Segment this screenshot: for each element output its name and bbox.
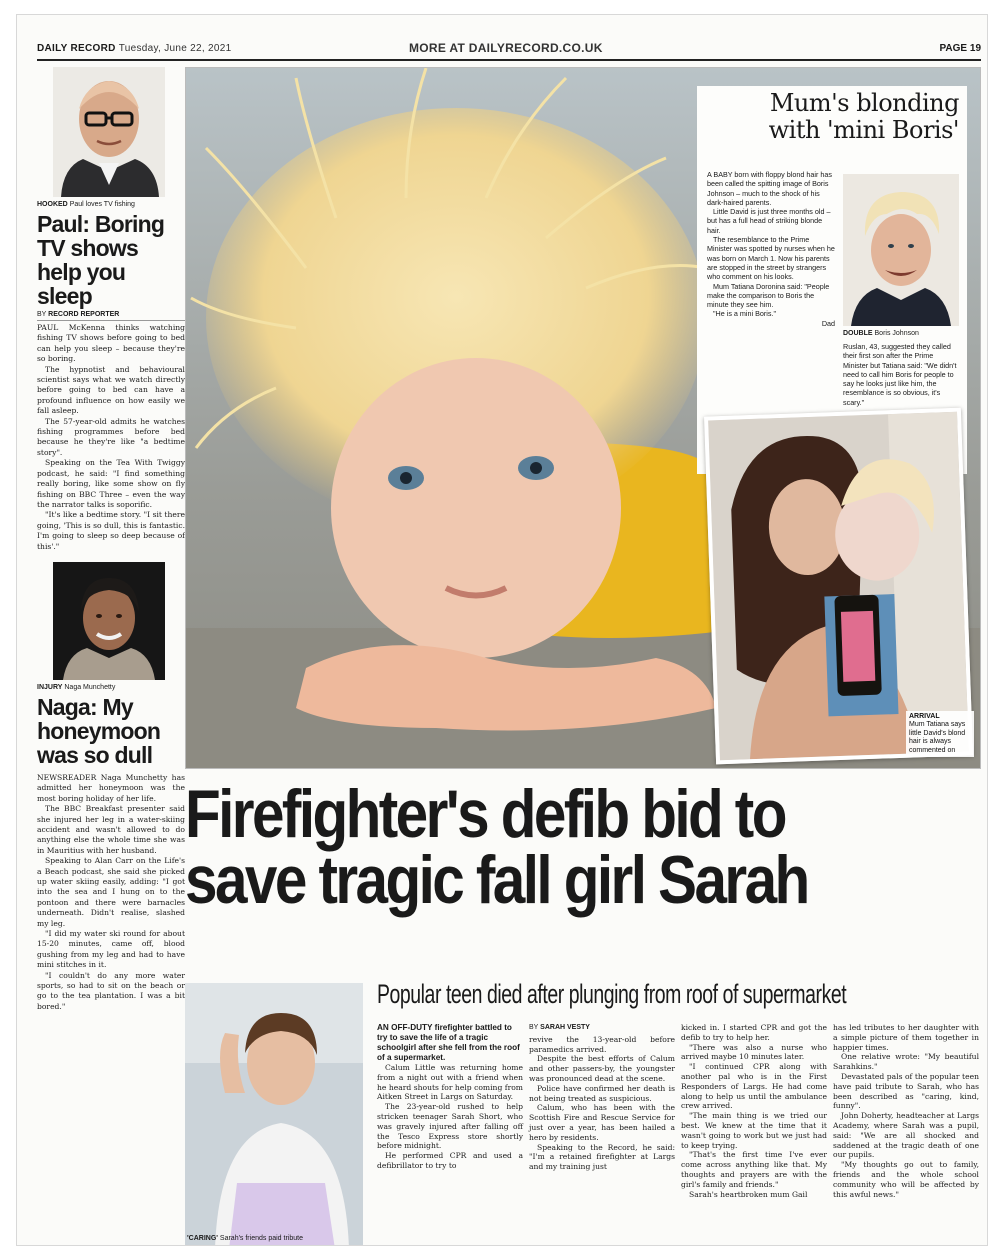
paul-mckenna-photo <box>53 67 165 197</box>
inset-body-left <box>707 170 835 328</box>
paragraph: Ruslan, 43, suggested they called their first son after the Prime Minister but Tatiana said: "We didn't need to call him Boris for people to say he looks just like him, the resemblance is so obvious, it's scary." <box>843 342 957 407</box>
paragraph: Speaking on the Tea With Twiggy podcast, he said: "I find something really boring, like some show on fly fishing on BBC Three – even the way the narrator talks is soporific. <box>37 458 185 509</box>
paragraph: "I did my water ski round for about 15-20 minutes, came off, blood gushing from my leg and had to have mini stitches in it. <box>37 929 185 970</box>
naga-headline: Naga: My honeymoon was so dull <box>37 693 161 768</box>
paragraph: "I continued CPR along with another pal who is in the First Responders of Largs. He had come along to help us until the ambulance crew arrived. <box>681 1062 827 1111</box>
paper-title: DAILY RECORD <box>37 43 116 54</box>
paragraph: Speaking to the Record, he said: "I'm a retained firefighter at Largs and my training just <box>529 1142 675 1172</box>
sarah-photo <box>185 983 363 1246</box>
main-subheadline: Popular teen died after plunging from roof of supermarket <box>377 979 847 1009</box>
naga-body <box>37 773 185 1012</box>
byline-name: RECORD REPORTER <box>48 311 120 318</box>
issue-date: Tuesday, June 22, 2021 <box>118 43 232 54</box>
inset-headline-line: Mum's blonding <box>769 89 959 117</box>
paragraph: revive the 13-year-old before paramedics arrived. <box>529 1034 675 1054</box>
website-promo: MORE AT DAILYRECORD.CO.UK <box>409 41 603 55</box>
inset-body-right <box>843 342 959 407</box>
main-headline <box>185 776 870 918</box>
caption-tag: HOOKED <box>37 201 68 208</box>
left-column <box>37 67 185 1012</box>
article-lead: AN OFF-DUTY firefighter battled to try to save the life of a tragic schoolgirl after she fell from the roof of a supermarket. <box>377 1023 520 1062</box>
paragraph: Calum Little was returning home from a night out with a friend when he heard shouts for help coming from Aitken Street in Largs on Saturday. <box>377 1063 523 1102</box>
paragraph: Speaking to Alan Carr on the Life's a Beach podcast, she said she picked up water skiing easily, adding: "I got into the sea and I hung on to the pontoon and there were barnacles underneath. Didn't realise, slashed my leg. <box>37 856 185 928</box>
masthead-rule <box>37 59 981 61</box>
paragraph: A BABY born with floppy blond hair has been called the spitting image of Boris Johnson – much to the shock of his dark-haired parents. <box>707 170 832 207</box>
article-column-3 <box>681 1023 827 1199</box>
naga-caption <box>37 684 185 691</box>
paragraph: Despite the best efforts of Calum and other passers-by, the youngster was pronounced dead at the scene. <box>529 1054 675 1083</box>
newspaper-page <box>16 14 988 1246</box>
page-number: PAGE 19 <box>939 43 981 54</box>
paragraph: The 57-year-old admits he watches fishing programmes before bed because he they're like "a bedtime story". <box>37 416 185 457</box>
paul-headline: Paul: Boring TV shows help you sleep <box>37 211 165 309</box>
paul-byline <box>37 311 185 321</box>
boris-johnson-photo <box>843 174 959 326</box>
hero-baby-photo <box>185 67 981 769</box>
caption-text: Mum Tatiana says little David's blond hair is always commented on <box>909 721 966 754</box>
caption-tag: ARRIVAL <box>909 713 940 720</box>
paragraph: John Doherty, headteacher at Largs Academy, where Sarah was a pupil, said: "We are all shocked and saddened at the tragic death of one our pupils. <box>833 1111 979 1160</box>
headline-line: Firefighter's defib bid to <box>185 776 785 852</box>
caption-tag: 'CARING' <box>187 1235 218 1242</box>
paragraph: The resemblance to the Prime Minister was spotted by nurses when he was born on March 1. Now his parents are stopped in the street by strangers who comment on his looks. <box>707 235 835 282</box>
inset-continuation: Dad <box>821 318 835 328</box>
paragraph: One relative wrote: "My beautiful Sarahkins." <box>833 1052 979 1072</box>
byline-prefix: BY <box>529 1024 539 1031</box>
article-column-2 <box>529 1023 675 1172</box>
article-byline <box>529 1023 675 1033</box>
paul-caption <box>37 201 185 208</box>
boris-caption <box>843 330 959 337</box>
paragraph: "I couldn't do any more water sports, so had to sit on the beach or go to the tea plantation. I was a bit bored." <box>37 970 185 1011</box>
paragraph: Sarah's heartbroken mum Gail <box>689 1189 808 1199</box>
paragraph: "That's the first time I've ever come across anything like that. My thoughts and prayers are with the girl's family and friends." <box>681 1150 827 1189</box>
paragraph: PAUL McKenna thinks watching fishing TV shows before going to bed can help you sleep – because they're so boring. <box>37 323 185 364</box>
caption-text: Paul loves TV fishing <box>69 201 135 208</box>
paragraph: Little David is just three months old – but has a full head of striking blonde hair. <box>707 207 831 235</box>
caption-text: Naga Munchetty <box>64 683 116 691</box>
paragraph: "There was also a nurse who arrived maybe 10 minutes later. <box>681 1042 827 1062</box>
paragraph: "My thoughts go out to family, friends and the whole school community who will be affected by this awful news." <box>833 1160 979 1199</box>
paragraph: Devastated pals of the popular teen have paid tribute to Sarah, who has been described as "caring, kind, funny". <box>833 1071 979 1111</box>
paragraph: The 23-year-old rushed to help stricken teenager Sarah Short, who was gravely injured after falling off the Tesco Express store shortly before midnight. <box>377 1102 523 1151</box>
paragraph: Calum, who has been with the Scottish Fire and Rescue Service for just over a year, has been hailed a hero by residents. <box>529 1103 675 1142</box>
byline-name: SARAH VESTY <box>540 1024 590 1031</box>
masthead <box>37 39 981 61</box>
paragraph: He performed CPR and used a defibrillator to try to <box>377 1151 523 1170</box>
paragraph: has led tributes to her daughter with a simple picture of them together in happier times. <box>833 1023 979 1052</box>
inset-headline <box>705 90 959 144</box>
sarah-caption <box>187 1235 377 1242</box>
inset-headline-line: with 'mini Boris' <box>768 116 959 144</box>
caption-text: Boris Johnson <box>874 330 919 337</box>
paragraph: The hypnotist and behavioural scientist says what we watch directly before going to bed can have a profound influence on how easily we fall asleep. <box>37 364 185 416</box>
paragraph: Police have confirmed her death is not being treated as suspicious. <box>529 1083 675 1103</box>
paragraph: "He is a mini Boris." <box>713 309 777 319</box>
caption-tag: INJURY <box>37 683 63 691</box>
article-column-4 <box>833 1023 979 1199</box>
paragraph: The BBC Breakfast presenter said she injured her leg in a water-skiing accident and wasn't allowed to do anything else the whole time she was in Mauritius with her husband. <box>37 804 185 855</box>
headline-line: save tragic fall girl Sarah <box>185 842 808 918</box>
paragraph: "The main thing is we tried our best. We knew at the time that it wasn't going to work but we just had to keep trying. <box>681 1111 827 1150</box>
paul-body <box>37 323 185 552</box>
caption-tag: DOUBLE <box>843 330 873 337</box>
byline-prefix: BY <box>37 311 47 318</box>
arrival-caption <box>906 711 974 757</box>
article-column-1 <box>377 1023 523 1171</box>
paragraph: "It's like a bedtime story. "I sit there going, 'This is so dull, this is fantastic. I'm going to sleep so deep because of this'." <box>37 510 185 551</box>
paper-name <box>37 43 232 54</box>
paragraph: NEWSREADER Naga Munchetty has admitted her honeymoon was the most boring holiday of her life. <box>37 772 185 803</box>
paragraph: kicked in. I started CPR and got the defib to try to help her. <box>681 1023 827 1042</box>
main-article <box>377 1023 981 1246</box>
paragraph: Mum Tatiana Doronina said: "People make the comparison to Boris the minute they see him. <box>707 281 830 310</box>
caption-text: Sarah's friends paid tribute <box>219 1235 303 1242</box>
naga-munchetty-photo <box>53 562 165 680</box>
